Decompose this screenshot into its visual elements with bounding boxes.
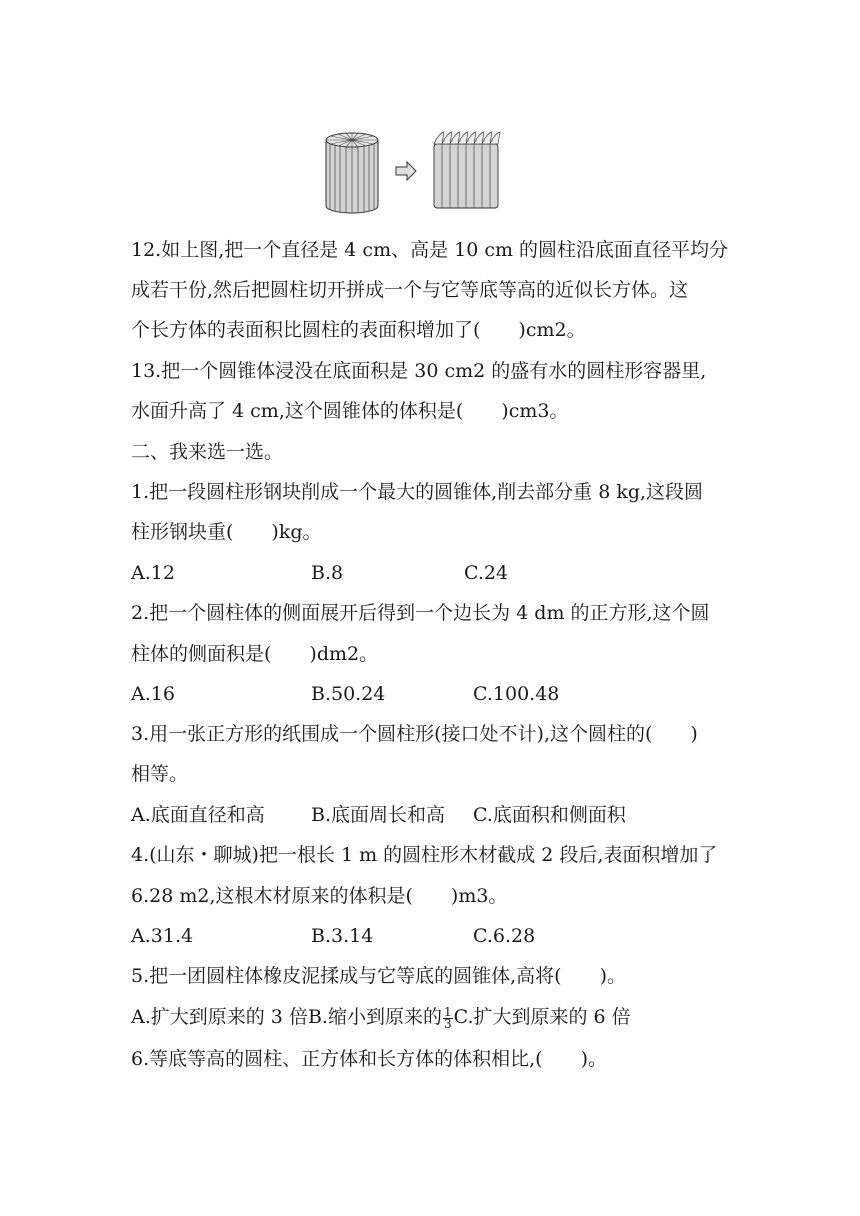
choice-3-line-2: 相等。 [131,763,189,785]
q12-line-3: 个长方体的表面积比圆柱的表面积增加了( )cm2。 [131,319,586,341]
cylinder-to-cuboid-figure [320,126,510,216]
choice-1-line-2: 柱形钢块重( )kg。 [131,521,322,543]
cuboid-illustration [434,132,500,208]
choice-1-line-1: 1.把一段圆柱形钢块削成一个最大的圆锥体,削去部分重 8 kg,这段圆 [131,481,704,503]
choice-5-option-c: C.扩大到原来的 6 倍 [453,1006,631,1028]
q12-line-1: 12.如上图,把一个直径是 4 cm、高是 10 cm 的圆柱沿底面直径平均分 [131,239,729,261]
choice-4-option-c: C.6.28 [473,925,536,947]
choice-1-option-a: A.12 [131,562,175,584]
choice-1-option-c: C.24 [464,562,509,584]
choice-6-line-1: 6.等底等高的圆柱、正方体和长方体的体积相比,( )。 [131,1048,607,1070]
choice-2-option-c: C.100.48 [473,683,560,705]
choice-2-option-a: A.16 [131,683,175,705]
choice-5-option-b [307,1004,454,1031]
choice-4-option-b: B.3.14 [311,925,374,947]
choice-3-option-c: C.底面积和侧面积 [473,804,626,826]
q13-line-2: 水面升高了 4 cm,这个圆锥体的体积是( )cm3。 [131,400,569,422]
cylinder-illustration [326,133,378,213]
choice-4-line-2: 6.28 m2,这根木材原来的体积是( )m3。 [131,885,508,907]
choice-2-line-1: 2.把一个圆柱体的侧面展开后得到一个边长为 4 dm 的正方形,这个圆 [131,602,710,624]
fraction-numerator: 1 [443,1004,452,1019]
choice-5-option-a: A.扩大到原来的 3 倍 [131,1006,308,1028]
choice-3-line-1: 3.用一张正方形的纸围成一个圆柱形(接口处不计),这个圆柱的( ) [131,723,698,745]
choice-5-options [131,1005,631,1030]
q12-line-2: 成若干份,然后把圆柱切开拼成一个与它等底等高的近似长方体。这 [131,279,689,301]
choice-4-line-1: 4.(山东・聊城)把一根长 1 m 的圆柱形木材截成 2 段后,表面积增加了 [131,844,718,866]
choice-2-line-2: 柱体的侧面积是( )dm2。 [131,643,379,665]
arrow-icon [396,162,416,180]
fraction-denominator: 3 [443,1016,452,1031]
choice-4-option-a: A.31.4 [131,925,194,947]
q13-line-1: 13.把一个圆锥体浸没在底面积是 30 cm2 的盛有水的圆柱形容器里, [131,360,707,382]
choice-1-option-b: B.8 [311,562,344,584]
choice-3-option-a: A.底面直径和高 [131,804,265,826]
choice-3-option-b: B.底面周长和高 [311,804,446,826]
choice-5-line-1: 5.把一团圆柱体橡皮泥揉成与它等底的圆锥体,高将( )。 [131,965,626,987]
one-third-fraction [443,1004,453,1031]
choice-5-option-b-text: B.缩小到原来的 [307,1006,442,1028]
section-title: 二、我来选一选。 [131,441,284,463]
choice-2-option-b: B.50.24 [311,683,386,705]
